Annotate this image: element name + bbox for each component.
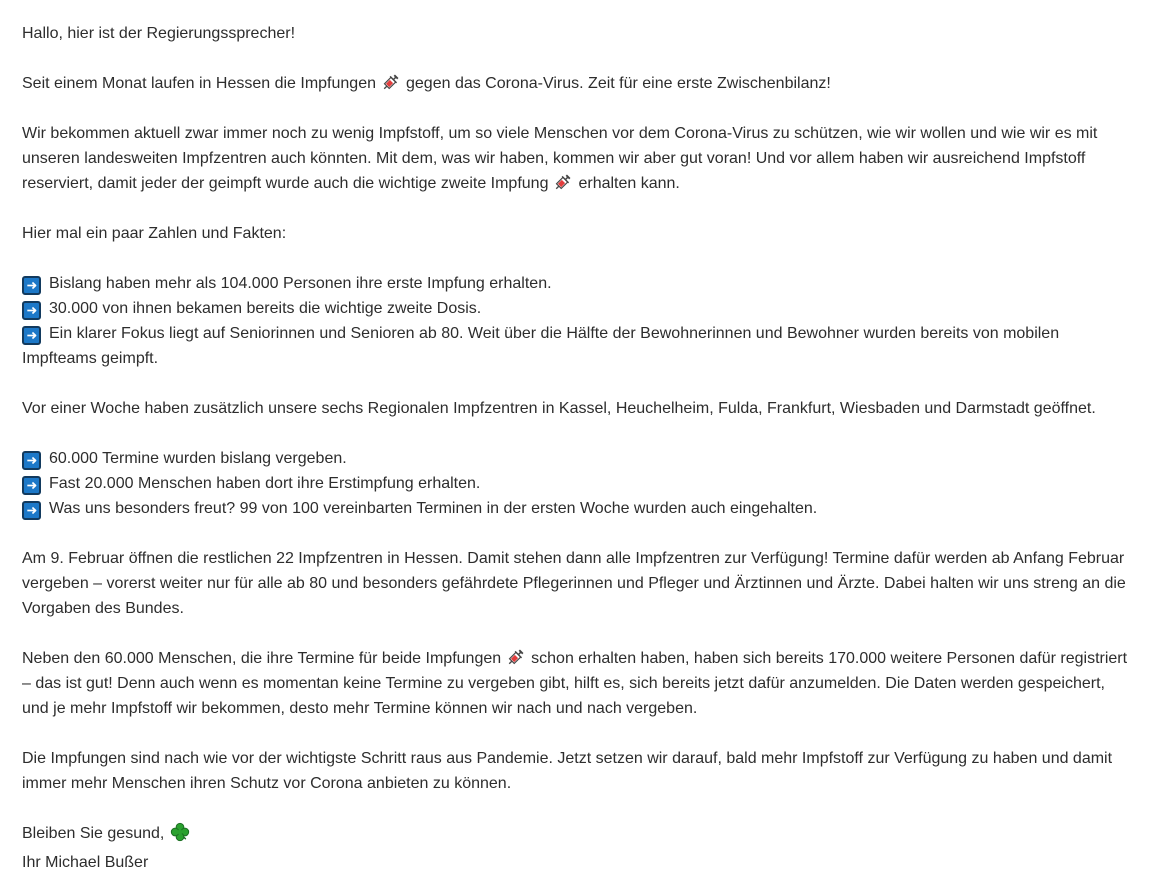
syringe-icon [553, 172, 573, 192]
signature-line: Ihr Michael Bußer [22, 854, 149, 871]
greeting-line: Hallo, hier ist der Regierungssprecher! [22, 25, 296, 42]
supply-text-after: erhalten kann. [578, 175, 680, 192]
right-arrow-icon [22, 276, 41, 295]
right-arrow-icon [22, 301, 41, 320]
list-item-text: Ein klarer Fokus liegt auf Seniorinnen und Senioren ab 80. Weit über die Hälfte der Bewohnerinnen und Bewohner wurden bereits von mobilen Impfteams geimpft. [22, 325, 1060, 367]
list-item [22, 446, 1129, 471]
list-item-text: Bislang haben mehr als 104.000 Personen ihre erste Impfung erhalten. [49, 275, 552, 292]
outlook-paragraph: Die Impfungen sind nach wie vor der wichtigste Schritt raus aus Pandemie. Jetzt setzen wir darauf, bald mehr Impfstoff zur Verfügung zu haben und damit immer mehr Menschen ihren Schutz vor Corona anbieten zu können. [22, 750, 1113, 792]
list-item-text: 60.000 Termine wurden bislang vergeben. [49, 450, 347, 467]
closing-text: Bleiben Sie gesund, [22, 825, 165, 842]
registration-paragraph [22, 646, 1129, 721]
list-item-text: 30.000 von ihnen bekamen bereits die wichtige zweite Dosis. [49, 300, 482, 317]
closing-line [22, 821, 1129, 850]
right-arrow-icon [22, 326, 41, 345]
four-leaf-clover-icon [170, 822, 190, 850]
registration-text-before: Neben den 60.000 Menschen, die ihre Termine für beide Impfungen [22, 650, 502, 667]
supply-paragraph [22, 121, 1129, 196]
list-item [22, 471, 1129, 496]
list-item [22, 496, 1129, 521]
list-item-text: Was uns besonders freut? 99 von 100 vereinbarten Terminen in der ersten Woche wurden auch eingehalten. [49, 500, 818, 517]
supply-text-before: Wir bekommen aktuell zwar immer noch zu wenig Impfstoff, um so viele Menschen vor dem Corona-Virus zu schützen, wie wir wollen und wie wir es mit unseren landesweiten Impfzentren auch könnten. Mit dem, was wir haben, kommen wir aber gut voran! Und vor allem haben wir ausreichend Impfstoff reserviert, damit jeder der geimpft wurde auch die wichtige zweite Impfung [22, 125, 1098, 192]
syringe-icon [381, 72, 401, 92]
list-item [22, 296, 1129, 321]
regional-centers-paragraph: Vor einer Woche haben zusätzlich unsere sechs Regionalen Impfzentren in Kassel, Heuchelheim, Fulda, Frankfurt, Wiesbaden und Darmstadt geöffnet. [22, 400, 1096, 417]
intro-paragraph [22, 71, 1129, 96]
right-arrow-icon [22, 501, 41, 520]
first-facts-list [22, 271, 1129, 371]
list-item [22, 321, 1129, 371]
facts-heading: Hier mal ein paar Zahlen und Fakten: [22, 225, 287, 242]
right-arrow-icon [22, 476, 41, 495]
intro-text-before: Seit einem Monat laufen in Hessen die Impfungen [22, 75, 376, 92]
list-item [22, 271, 1129, 296]
intro-text-after: gegen das Corona-Virus. Zeit für eine erste Zwischenbilanz! [406, 75, 831, 92]
february-paragraph: Am 9. Februar öffnen die restlichen 22 Impfzentren in Hessen. Damit stehen dann alle Impfzentren zur Verfügung! Termine dafür werden ab Anfang Februar vergeben – vorerst weiter nur für alle ab 80 und besonders gefährdete Pflegerinnen und Pfleger und Ärztinnen und Ärzte. Dabei halten wir uns streng an die Vorgaben des Bundes. [22, 550, 1126, 617]
right-arrow-icon [22, 451, 41, 470]
second-facts-list [22, 446, 1129, 521]
syringe-icon [506, 647, 526, 667]
list-item-text: Fast 20.000 Menschen haben dort ihre Erstimpfung erhalten. [49, 475, 481, 492]
registration-text-after: schon erhalten haben, haben sich bereits 170.000 weitere Personen dafür registriert – das ist gut! Denn auch wenn es momentan keine Termine zu vergeben gibt, hilft es, sich bereits jetzt dafür anzumelden. Die Daten werden gespeichert, und je mehr Impfstoff wir bekommen, desto mehr Termine können wir nach und nach vergeben. [22, 650, 1128, 717]
